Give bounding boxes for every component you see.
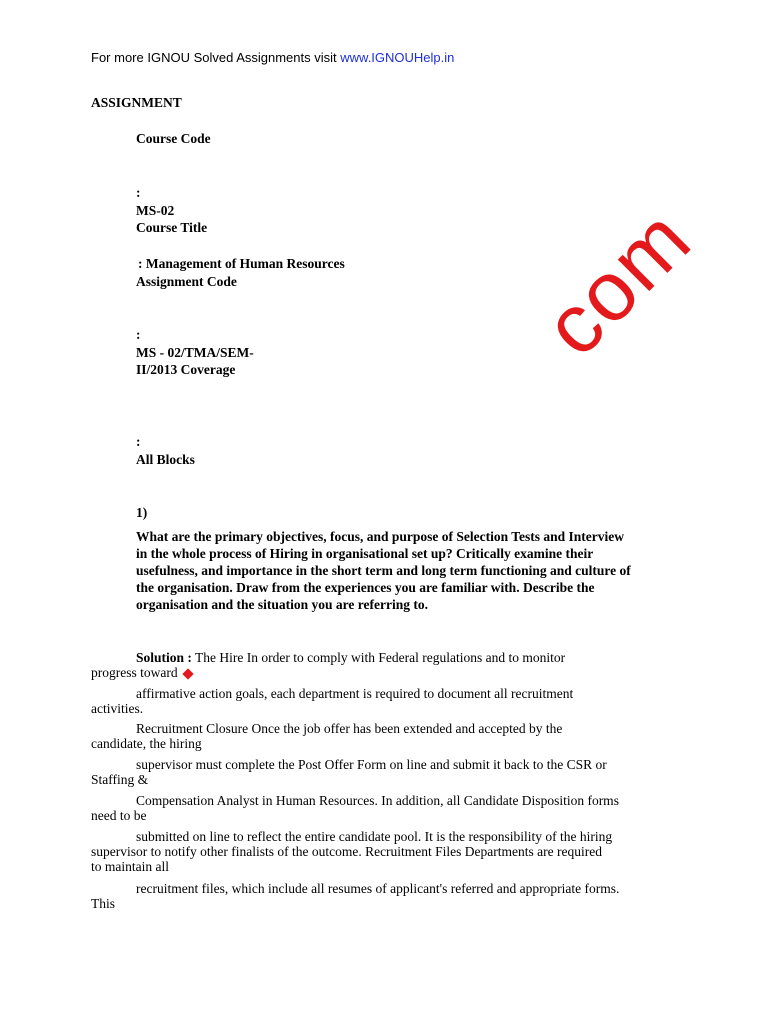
solution-line: submitted on line to reflect the entire candidate pool. It is the responsibility of the hiring (136, 829, 613, 844)
assignment-code-label: Assignment Code (136, 274, 237, 289)
course-code-colon: : (136, 185, 141, 200)
solution-paragraph-2 (91, 686, 681, 716)
solution-line: affirmative action goals, each department is required to document all recruitment (136, 686, 574, 701)
solution-line: The Hire In order to comply with Federal regulations and to monitor (191, 650, 566, 665)
assignment-code-value-line1: MS - 02/TMA/SEM- (136, 345, 254, 360)
course-title-value: : Management of Human Resources (138, 256, 345, 271)
solution-line: progress toward (91, 665, 178, 680)
solution-line: to maintain all (91, 859, 169, 874)
question-number: 1) (136, 505, 148, 520)
solution-paragraph-3 (91, 721, 681, 751)
assignment-heading: ASSIGNMENT (91, 95, 182, 110)
assignment-code-colon: : (136, 327, 141, 342)
assignment-code-value-line2: II/2013 Coverage (136, 362, 236, 377)
header-text: For more IGNOU Solved Assignments visit (91, 50, 341, 65)
solution-line: candidate, the hiring (91, 736, 202, 751)
course-code-value: MS-02 (136, 203, 175, 218)
solution-line: This (91, 896, 116, 911)
watermark-text: com (525, 190, 709, 374)
solution-line: supervisor must complete the Post Offer Form on line and submit it back to the CSR or (136, 757, 607, 772)
solution-paragraph-6 (91, 829, 681, 874)
solution-line: need to be (91, 808, 147, 823)
solution-paragraph-4 (91, 757, 681, 787)
page-header (91, 50, 454, 65)
question-text: What are the primary objectives, focus, and purpose of Selection Tests and Interview in the whole process of Hiring in organisational set up? Critically examine their usefulness, and importance in the short term and long term functioning and culture of the organisation. Draw from the experiences you are familiar with. Describe the organisation and the situation you are referring to. (136, 529, 631, 612)
solution-paragraph-1 (91, 650, 681, 680)
course-code-label: Course Code (136, 131, 211, 146)
solution-paragraph-5 (91, 793, 681, 823)
solution-line: Compensation Analyst in Human Resources. In addition, all Candidate Disposition forms (136, 793, 619, 808)
course-title-label: Course Title (136, 220, 208, 235)
solution-line: recruitment files, which include all resumes of applicant's referred and appropriate forms. (136, 881, 620, 896)
solution-paragraph-7 (91, 881, 681, 911)
website-link[interactable]: www.IGNOUHelp.in (340, 50, 455, 65)
coverage-colon: : (136, 434, 141, 449)
solution-label: Solution : (136, 650, 192, 665)
solution-line: activities. (91, 701, 144, 716)
diamond-bullet-icon (182, 668, 193, 679)
solution-line: supervisor to notify other finalists of the outcome. Recruitment Files Departments are required (91, 844, 602, 859)
solution-line: Staffing & (91, 772, 149, 787)
coverage-value: All Blocks (136, 452, 195, 467)
solution-line: Recruitment Closure Once the job offer has been extended and accepted by the (136, 721, 563, 736)
